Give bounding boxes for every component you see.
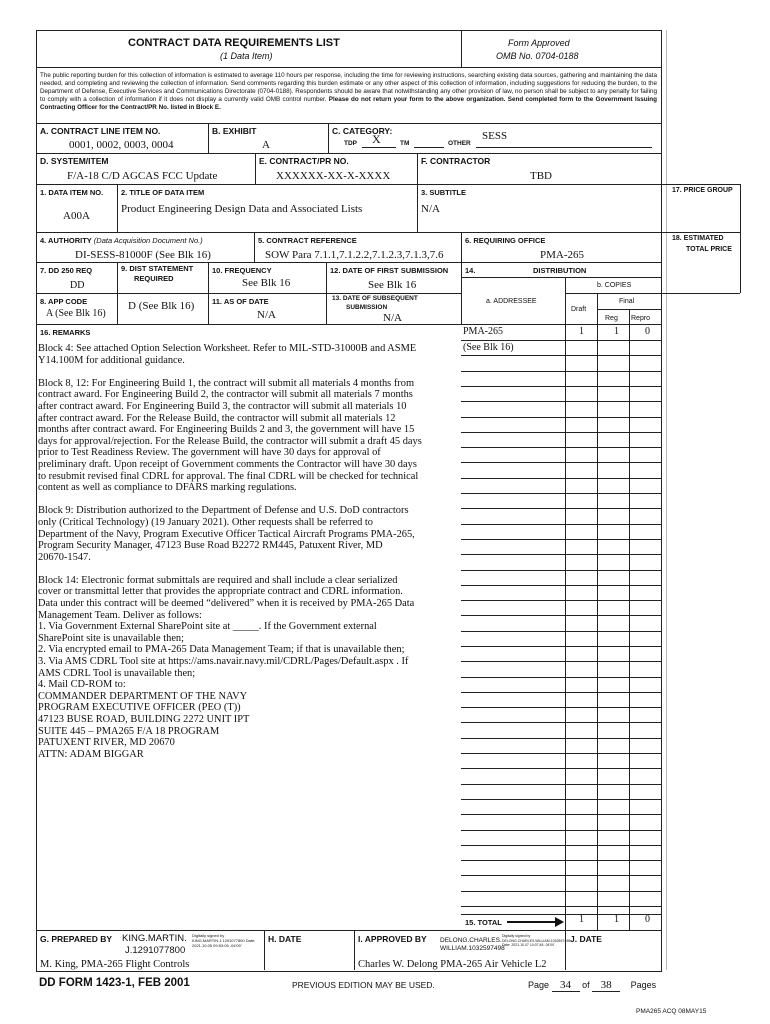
dist-row-2-addressee[interactable]: (See Blk 16): [463, 342, 514, 353]
distribution-row-line: [461, 799, 661, 800]
estimate-box-bottom: [660, 293, 740, 294]
total-repro[interactable]: 0: [645, 914, 650, 925]
other-line: [476, 147, 652, 148]
reg-label: Reg: [605, 315, 618, 322]
footer-stamp: PMA265 ACQ 08MAY15: [636, 1008, 707, 1015]
distribution-row-line: [461, 677, 661, 678]
field-3-label: 3. SUBTITLE: [421, 188, 467, 197]
field-j-label: J. DATE: [570, 934, 602, 944]
category-tm-label: TM: [400, 140, 410, 147]
distribution-row-line: [461, 738, 661, 739]
tm-line: [414, 147, 444, 148]
tdp-line: [362, 147, 396, 148]
approved-by-digital-signature: Digitally signed by DELONG.CHARLES.WILLIAM.1032597498 Date: 2021.10.07 10:07:48 -04'00': [502, 934, 571, 947]
divider: [328, 123, 329, 153]
page-word: Page: [528, 980, 550, 990]
divider: [264, 930, 265, 970]
distribution-row-line: [461, 417, 661, 418]
category-other-value[interactable]: SESS: [482, 130, 508, 142]
field-9-label-1: 9. DIST STATEMENT: [121, 264, 194, 273]
divider: [208, 123, 209, 153]
distribution-row-line: [461, 585, 661, 586]
final-label: Final: [619, 298, 635, 305]
field-b-value[interactable]: A: [262, 139, 270, 151]
category-other-label: OTHER: [448, 140, 471, 147]
distribution-row-line: [461, 600, 661, 601]
row-line: [36, 184, 661, 185]
distribution-row-line: [461, 386, 661, 387]
field-18-label-1: 18. ESTIMATED: [672, 235, 724, 242]
row-line: [36, 930, 661, 931]
burden-statement: [40, 72, 657, 112]
header-divider: [461, 30, 462, 67]
field-7-value[interactable]: DD: [70, 280, 85, 291]
field-10-value[interactable]: See Blk 16: [242, 277, 291, 289]
field-4-label-text: 4. AUTHORITY: [40, 236, 92, 245]
header-bottom-line: [36, 67, 661, 68]
field-13-label-1: 13. DATE OF SUBSEQUENT: [332, 295, 418, 302]
distribution-row-line: [461, 768, 661, 769]
previous-edition-note: PREVIOUS EDITION MAY BE USED.: [292, 980, 435, 990]
distribution-row-line: [461, 860, 661, 861]
distribution-row-line: [461, 340, 661, 341]
field-11-value[interactable]: N/A: [257, 309, 276, 321]
form-subtitle: (1 Data Item): [220, 51, 273, 61]
burden-text: The public reporting burden for this collection of information is estimated to average 110 hours per response, including the time for reviewing instructions, searching existing data sources, gathering and maintaining the data needed, and completing and reviewing the collection of information. Send comments regarding this burden estimate or any other aspect of this collection of information, including suggestions for reducing the burden, to the Department of Defense, Executive Services and Communications Directorate (0704-0188). Respondents should be aware that notwithstanding any other provision of law, no person shall be subject to any penalty for failing to comply with a collection of information if it does not display a currently valid OMB control number.: [40, 72, 657, 103]
page-indicator: [528, 979, 656, 992]
dist-row-1-reg[interactable]: 1: [614, 326, 619, 337]
total-reg[interactable]: 1: [614, 914, 619, 925]
pages-word: Pages: [630, 980, 657, 990]
prepared-by-name-1: KING.MARTIN.: [122, 933, 187, 944]
distribution-row-line: [461, 906, 661, 907]
field-a-label: A. CONTRACT LINE ITEM NO.: [40, 126, 161, 136]
row-line: [461, 277, 661, 278]
field-f-label: F. CONTRACTOR: [421, 156, 491, 166]
field-13-label-2: SUBMISSION: [346, 304, 388, 311]
field-4-value[interactable]: DI-SESS-81000F (See Blk 16): [75, 249, 211, 261]
divider: [117, 184, 118, 232]
field-18-label-2: TOTAL PRICE: [686, 246, 732, 253]
field-b-label: B. EXHIBIT: [212, 126, 257, 136]
distribution-row-line: [461, 355, 661, 356]
divider: [254, 232, 255, 262]
price-box-top: [660, 184, 740, 185]
distribution-row-line: [461, 646, 661, 647]
price-box-right: [740, 184, 741, 293]
prepared-by-name-2: J.1291077800: [125, 945, 186, 956]
field-d-value[interactable]: F/A-18 C/D AGCAS FCC Update: [67, 170, 218, 182]
category-tdp-label: TDP: [344, 140, 357, 147]
form-title: CONTRACT DATA REQUIREMENTS LIST: [128, 37, 340, 49]
divider: [461, 232, 462, 262]
distribution-row-line: [461, 875, 661, 876]
copies-label: b. COPIES: [597, 282, 632, 289]
row-line: [36, 153, 661, 154]
page-number[interactable]: 34: [552, 979, 580, 992]
distribution-row-line: [461, 447, 661, 448]
repro-label: Repro: [631, 315, 651, 322]
distribution-row-line: [461, 401, 661, 402]
total-arrow-head-icon: [555, 917, 564, 927]
divider: [461, 262, 462, 324]
field-11-label: 11. AS OF DATE: [212, 297, 269, 306]
page-total[interactable]: 38: [592, 979, 620, 992]
approved-by-name-2: WILLIAM.1032597498: [440, 945, 505, 952]
distribution-row-line: [461, 478, 661, 479]
distribution-label: DISTRIBUTION: [533, 266, 587, 275]
category-tdp-mark[interactable]: X: [372, 132, 381, 146]
dist-row-1-draft[interactable]: 1: [579, 326, 584, 337]
field-8-value[interactable]: A (See Blk 16): [46, 308, 106, 319]
divider: [417, 153, 418, 184]
of-word: of: [582, 980, 590, 990]
field-4-label-note: (Data Acquisition Document No.): [93, 236, 203, 245]
total-top-line: [461, 914, 661, 915]
field-12-value[interactable]: See Blk 16: [368, 279, 417, 291]
field-1-label: 1. DATA ITEM NO.: [40, 188, 104, 197]
distribution-row-line: [461, 661, 661, 662]
draft-label: Draft: [571, 306, 587, 313]
field-14-label: 14.: [465, 266, 476, 275]
field-6-value[interactable]: PMA-265: [540, 249, 585, 261]
field-e-value[interactable]: XXXXXX-XX-X-XXXX: [276, 170, 391, 182]
field-f-value[interactable]: TBD: [530, 170, 552, 182]
distribution-row-line: [461, 524, 661, 525]
right-edge-line: [666, 30, 667, 970]
prepared-by-printed[interactable]: M. King, PMA-265 Flight Controls: [40, 959, 190, 970]
distribution-row-line: [461, 615, 661, 616]
field-2-label: 2. TITLE OF DATA ITEM: [121, 188, 205, 197]
grid-col: [565, 277, 566, 930]
field-6-label: 6. REQUIRING OFFICE: [465, 236, 546, 245]
divider: [255, 153, 256, 184]
row-line: [36, 293, 461, 294]
distribution-row-line: [461, 570, 661, 571]
field-a-value[interactable]: 0001, 0002, 0003, 0004: [69, 139, 174, 151]
field-9-label-2: REQUIRED: [134, 274, 174, 283]
field-2-value[interactable]: Product Engineering Design Data and Associated Lists: [121, 203, 363, 215]
distribution-row-line: [461, 508, 661, 509]
distribution-row-line: [461, 891, 661, 892]
distribution-grid: [461, 324, 661, 930]
dist-row-1-addressee[interactable]: PMA-265: [463, 326, 504, 337]
field-4-label: [40, 236, 203, 245]
distribution-row-line: [461, 784, 661, 785]
burden-bold-text: Please do not return your form to the above organization. Send completed form to the Government Issuing Contracting Officer for the Contract/PR No. listed in Block E.: [40, 95, 657, 111]
row-line: [565, 293, 661, 294]
field-d-label: D. SYSTEM/ITEM: [40, 156, 109, 166]
price-box-bottom: [660, 232, 740, 233]
row-line: [36, 262, 661, 263]
field-3-value[interactable]: N/A: [421, 203, 440, 215]
field-17-label: 17. PRICE GROUP: [672, 187, 733, 194]
field-5-label: 5. CONTRACT REFERENCE: [258, 236, 357, 245]
field-e-label: E. CONTRACT/PR NO.: [259, 156, 349, 166]
distribution-row-line: [461, 814, 661, 815]
field-g-label: G. PREPARED BY: [40, 934, 113, 944]
field-9-value[interactable]: D (See Blk 16): [128, 300, 195, 312]
distribution-row-line: [461, 707, 661, 708]
distribution-row-line: [461, 462, 661, 463]
field-13-value[interactable]: N/A: [383, 312, 402, 324]
field-12-label: 12. DATE OF FIRST SUBMISSION: [330, 266, 449, 275]
distribution-row-line: [461, 830, 661, 831]
approved-by-printed[interactable]: Charles W. Delong PMA-265 Air Vehicle L2: [358, 959, 547, 970]
field-i-label: I. APPROVED BY: [358, 934, 427, 944]
prepared-by-digital-signature: Digitally signed by KING.MARTIN.J.1291077800 Date: 2021.10.05 09:53:05 -04'00': [192, 933, 256, 948]
divider: [354, 930, 355, 970]
approved-by-name-1: DELONG.CHARLES.: [440, 937, 502, 944]
field-7-label: 7. DD 250 REQ: [40, 266, 93, 275]
field-16-label: 16. REMARKS: [40, 328, 91, 337]
field-10-label: 10. FREQUENCY: [212, 266, 272, 275]
total-arrow-icon: [507, 921, 557, 923]
omb-number: OMB No. 0704-0188: [496, 51, 579, 61]
distribution-row-line: [461, 539, 661, 540]
distribution-row-line: [461, 371, 661, 372]
grid-col: [629, 309, 630, 930]
field-8-label: 8. APP CODE: [40, 297, 88, 306]
distribution-row-line: [461, 631, 661, 632]
distribution-row-line: [461, 753, 661, 754]
divider: [417, 184, 418, 232]
field-15-label: 15. TOTAL: [465, 918, 502, 927]
field-c-label: C. CATEGORY:: [332, 126, 393, 136]
form-number: DD FORM 1423-1, FEB 2001: [39, 977, 190, 989]
divider: [565, 930, 566, 970]
field-h-label: H. DATE: [268, 934, 302, 944]
distribution-row-line: [461, 845, 661, 846]
row-line: [36, 232, 661, 233]
distribution-row-line: [461, 692, 661, 693]
burden-bottom-line: [36, 123, 661, 124]
field-5-value[interactable]: SOW Para 7.1.1,7.1.2.2,7.1.2.3,7.1.3,7.6: [265, 249, 444, 261]
addressee-label: a. ADDRESSEE: [486, 298, 537, 305]
total-draft[interactable]: 1: [579, 914, 584, 925]
grid-col: [597, 293, 598, 930]
distribution-row-line: [461, 554, 661, 555]
dist-row-1-repro[interactable]: 0: [645, 326, 650, 337]
field-1-value[interactable]: A00A: [63, 210, 90, 222]
remarks-text[interactable]: Block 4: See attached Option Selection Worksheet. Refer to MIL-STD-31000B and ASME Y14.100M for additional guidance. Block 8, 12: For Engineering Build 1, the contract will submit all materials 4 months from contract award. For Engineering Build 2, the contractor will submit all materials 7 months after contract award. For Engineering Build 3, the contractor will submit all materials 10 after contract award. For the Release Build, the contractor will submit all materials 12 months after contract award. For Engineering Builds 2 and 3, the government will have 15 days for approval/rejection. For the Release Build, the contractor will submit a draft 45 days prior to Test Readiness Review. The government will have 30 days for approval of preliminary draft. Upon receipt of Government comments the Contractor will have 30 days to resubmit revised final CDRL for approval. The final CDRL will be checked for technical content as well as compliance to DFARS marking regulations. Block 9: Distribution authorized to the Department of Defense and U.S. DoD contractors only (Critical Technology) (19 January 2021). Other requests shall be referred to Department of the Navy, Program Executive Officer Tactical Aircraft Programs PMA-265, Program Security Manager, 47123 Buse Road B2272 RM445, Patuxent River, MD 20670-1547. Block 14: Electronic format submittals are required and shall include a clear serialized cover or transmittal letter that provides the appropriate contract and CDRL information. Data under this contract will be deemed “delivered” when it is received by PMA-265 Data Management Team. Deliver as follows: 1. Via Government External SharePoint site at _____. If the Government external SharePoint site is unavailable then; 2. Via encrypted email to PMA-265 Data Management Team; if that is unavailable then; 3. Via AMS CDRL Tool site at https://ams.navair.navy.mil/CDRL/Pages/Default.aspx . If AMS CDRL Tool is unavailable then; 4. Mail CD-ROM to: COMMANDER DEPARTMENT OF THE NAVY PROGRAM EXECUTIVE OFFICER (PEO (T)) 47123 BUSE ROAD, BUILDING 2272 UNIT IPT SUITE 445 – PMA265 F/A 18 PROGRAM PATUXENT RIVER, MD 20670 ATTN: ADAM BIGGAR: [38, 343, 422, 760]
form-approved: Form Approved: [508, 38, 570, 48]
distribution-row-line: [461, 432, 661, 433]
distribution-row-line: [461, 722, 661, 723]
distribution-row-line: [461, 493, 661, 494]
